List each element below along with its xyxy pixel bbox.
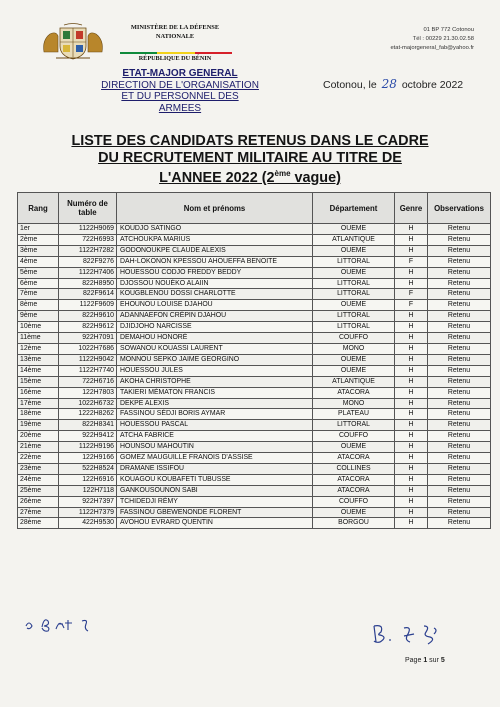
- document-date: [323, 77, 463, 91]
- page-total: 5: [440, 657, 445, 664]
- column-header-departement: Département: [313, 193, 395, 224]
- table-row: [18, 322, 491, 333]
- cell-nom: DAH-LOKONON KPESSOU AHOUEFFA BENOITE: [117, 256, 313, 267]
- cell-rang: 11ème: [18, 333, 59, 344]
- handwritten-initials: [22, 612, 112, 634]
- cell-genre: H: [395, 311, 428, 322]
- cell-numero: 822H9612: [59, 322, 117, 333]
- cell-genre: H: [395, 485, 428, 496]
- cell-observation: Retenu: [428, 245, 491, 256]
- table-row: [18, 518, 491, 529]
- cell-numero: 1022H7686: [59, 343, 117, 354]
- cell-nom: KOUAGOU KOUBAFETI TUBUSSE: [117, 474, 313, 485]
- cell-genre: H: [395, 496, 428, 507]
- cell-rang: 20ème: [18, 431, 59, 442]
- cell-rang: 19ème: [18, 420, 59, 431]
- cell-observation: Retenu: [428, 398, 491, 409]
- cell-observation: Retenu: [428, 474, 491, 485]
- date-day: 28: [381, 77, 397, 91]
- cell-departement: LITTORAL: [313, 256, 395, 267]
- table-row: [18, 234, 491, 245]
- cell-nom: HOUESSOU CODJO FREDDY BEDDY: [117, 267, 313, 278]
- cell-observation: Retenu: [428, 267, 491, 278]
- cell-numero: 1122F9609: [59, 300, 117, 311]
- cell-rang: 22ème: [18, 453, 59, 464]
- cell-numero: 1022H6732: [59, 398, 117, 409]
- republic-name: RÉPUBLIQUE DU BÉNIN: [138, 55, 212, 62]
- cell-nom: ATCHOUKPA MARIUS: [117, 234, 313, 245]
- cell-rang: 25ème: [18, 485, 59, 496]
- cell-nom: GOMEZ MAUGUILLE FRANOIS D'ASSISE: [117, 453, 313, 464]
- cell-departement: OUEME: [313, 300, 395, 311]
- cell-genre: H: [395, 376, 428, 387]
- cell-departement: PLATEAU: [313, 409, 395, 420]
- table-row: [18, 496, 491, 507]
- cell-numero: 822F9276: [59, 256, 117, 267]
- cell-genre: H: [395, 278, 428, 289]
- cell-numero: 722H6993: [59, 234, 117, 245]
- table-row: [18, 409, 491, 420]
- cell-departement: OUEME: [313, 442, 395, 453]
- title-superscript: ème: [274, 169, 291, 178]
- title-year: L'ANNEE 2022 (2: [159, 169, 275, 186]
- cell-nom: EHOUNOU LOUISE DJAHOU: [117, 300, 313, 311]
- cell-rang: 7ème: [18, 289, 59, 300]
- cell-rang: 27ème: [18, 507, 59, 518]
- cell-rang: 24ème: [18, 474, 59, 485]
- cell-nom: KOUGBLENOU DOSSI CHARLOTTE: [117, 289, 313, 300]
- cell-observation: Retenu: [428, 420, 491, 431]
- cell-observation: Retenu: [428, 278, 491, 289]
- cell-nom: DEKPE ALEXIS: [117, 398, 313, 409]
- table-row: [18, 333, 491, 344]
- cell-numero: 1122H7379: [59, 507, 117, 518]
- cell-rang: 3ème: [18, 245, 59, 256]
- table-row: [18, 442, 491, 453]
- cell-genre: H: [395, 507, 428, 518]
- cell-rang: 10ème: [18, 322, 59, 333]
- general-staff-block: [100, 68, 260, 114]
- cell-departement: BORGOU: [313, 518, 395, 529]
- cell-genre: H: [395, 245, 428, 256]
- cell-nom: KOUDJO SATINGO: [117, 224, 313, 235]
- cell-departement: LITTORAL: [313, 420, 395, 431]
- page-separator: sur: [429, 657, 439, 664]
- cell-rang: 6ème: [18, 278, 59, 289]
- cell-observation: Retenu: [428, 234, 491, 245]
- cell-genre: H: [395, 453, 428, 464]
- cell-observation: Retenu: [428, 485, 491, 496]
- cell-rang: 21ème: [18, 442, 59, 453]
- table-row: [18, 387, 491, 398]
- cell-observation: Retenu: [428, 387, 491, 398]
- cell-numero: 1122H9042: [59, 354, 117, 365]
- cell-observation: Retenu: [428, 496, 491, 507]
- table-row: [18, 507, 491, 518]
- cell-rang: 23ème: [18, 463, 59, 474]
- table-row: [18, 376, 491, 387]
- cell-rang: 2ème: [18, 234, 59, 245]
- cell-rang: 1er: [18, 224, 59, 235]
- cell-departement: MONO: [313, 398, 395, 409]
- ministry-line: NATIONALE: [155, 32, 195, 40]
- table-row: [18, 474, 491, 485]
- cell-nom: SOWANOU KOUASSI LAURENT: [117, 343, 313, 354]
- cell-rang: 18ème: [18, 409, 59, 420]
- cell-departement: COLLINES: [313, 463, 395, 474]
- page-current: 1: [423, 657, 428, 664]
- cell-rang: 12ème: [18, 343, 59, 354]
- email-address: etat-majorgeneral_fab@yahoo.fr: [390, 45, 474, 51]
- date-suffix: octobre 2022: [401, 79, 464, 91]
- cell-departement: COUFFO: [313, 333, 395, 344]
- cell-genre: H: [395, 518, 428, 529]
- page-prefix: Page: [405, 657, 422, 664]
- table-header-row: [18, 193, 491, 224]
- table-row: [18, 463, 491, 474]
- cell-nom: DJIDJOHO NARCISSE: [117, 322, 313, 333]
- cell-nom: HOUNSOU MAHOUTIN: [117, 442, 313, 453]
- document-title: [60, 133, 440, 186]
- table-row: [18, 289, 491, 300]
- cell-genre: H: [395, 365, 428, 376]
- staff-line: DIRECTION DE L'ORGANISATION: [101, 79, 259, 91]
- cell-rang: 4ème: [18, 256, 59, 267]
- cell-departement: OUEME: [313, 507, 395, 518]
- postal-address: 01 BP 772 Cotonou: [423, 27, 474, 33]
- cell-genre: H: [395, 474, 428, 485]
- cell-departement: MONO: [313, 343, 395, 354]
- cell-genre: H: [395, 354, 428, 365]
- cell-numero: 1222H8262: [59, 409, 117, 420]
- cell-departement: ATACORA: [313, 387, 395, 398]
- cell-observation: Retenu: [428, 518, 491, 529]
- table-row: [18, 300, 491, 311]
- cell-departement: ATACORA: [313, 485, 395, 496]
- cell-numero: 822H8950: [59, 278, 117, 289]
- cell-numero: 722H6716: [59, 376, 117, 387]
- table-row: [18, 431, 491, 442]
- cell-nom: AKOHA CHRISTOPHE: [117, 376, 313, 387]
- column-header-rang: Rang: [18, 193, 59, 224]
- cell-genre: F: [395, 289, 428, 300]
- table-row: [18, 365, 491, 376]
- cell-departement: OUEME: [313, 267, 395, 278]
- table-row: [18, 311, 491, 322]
- cell-numero: 122H6916: [59, 474, 117, 485]
- cell-nom: HOUESSOU JULES: [117, 365, 313, 376]
- cell-numero: 422H9530: [59, 518, 117, 529]
- table-row: [18, 453, 491, 464]
- cell-observation: Retenu: [428, 453, 491, 464]
- cell-numero: 822H8341: [59, 420, 117, 431]
- cell-genre: H: [395, 463, 428, 474]
- page-indicator: [405, 657, 445, 664]
- cell-observation: Retenu: [428, 409, 491, 420]
- cell-genre: H: [395, 387, 428, 398]
- cell-rang: 26ème: [18, 496, 59, 507]
- cell-rang: 13ème: [18, 354, 59, 365]
- ministry-name: [110, 24, 240, 41]
- title-wave: vague): [290, 169, 341, 186]
- cell-genre: H: [395, 398, 428, 409]
- cell-rang: 15ème: [18, 376, 59, 387]
- cell-observation: Retenu: [428, 322, 491, 333]
- table-row: [18, 354, 491, 365]
- cell-numero: 822H9610: [59, 311, 117, 322]
- cell-numero: 1122H9196: [59, 442, 117, 453]
- cell-genre: H: [395, 442, 428, 453]
- cell-departement: LITTORAL: [313, 278, 395, 289]
- table-row: [18, 224, 491, 235]
- cell-nom: FASSINOU GBEWENONDE FLORENT: [117, 507, 313, 518]
- cell-genre: H: [395, 333, 428, 344]
- cell-rang: 17ème: [18, 398, 59, 409]
- cell-numero: 922H7397: [59, 496, 117, 507]
- cell-genre: F: [395, 300, 428, 311]
- cell-observation: Retenu: [428, 343, 491, 354]
- cell-nom: DRAMANE ISSIFOU: [117, 463, 313, 474]
- column-header-numero: Numéro de table: [59, 193, 117, 224]
- cell-observation: Retenu: [428, 463, 491, 474]
- cell-departement: COUFFO: [313, 431, 395, 442]
- cell-rang: 8ème: [18, 300, 59, 311]
- signature: [368, 620, 448, 650]
- cell-departement: OUEME: [313, 245, 395, 256]
- cell-departement: LITTORAL: [313, 322, 395, 333]
- cell-observation: Retenu: [428, 365, 491, 376]
- date-prefix: Cotonou, le: [323, 79, 377, 91]
- title-line: LISTE DES CANDIDATS RETENUS DANS LE CADRE: [71, 133, 429, 149]
- cell-nom: HOUESSOU PASCAL: [117, 420, 313, 431]
- cell-departement: OUEME: [313, 354, 395, 365]
- staff-line: ETAT-MAJOR GENERAL: [122, 68, 238, 79]
- cell-observation: Retenu: [428, 431, 491, 442]
- table-row: [18, 485, 491, 496]
- table-row: [18, 267, 491, 278]
- cell-numero: 922H7091: [59, 333, 117, 344]
- cell-genre: H: [395, 343, 428, 354]
- cell-observation: Retenu: [428, 300, 491, 311]
- candidates-table: [17, 192, 491, 529]
- cell-observation: Retenu: [428, 333, 491, 344]
- cell-nom: ADANNAEFON CRÉPIN DJAHOU: [117, 311, 313, 322]
- cell-nom: GODONOUKPE CLAUDE ALEXIS: [117, 245, 313, 256]
- cell-departement: LITTORAL: [313, 289, 395, 300]
- cell-departement: ATLANTIQUE: [313, 234, 395, 245]
- cell-numero: 1122H7282: [59, 245, 117, 256]
- cell-rang: 5ème: [18, 267, 59, 278]
- cell-nom: MONNOU SEPKO JAIME GEORGINO: [117, 354, 313, 365]
- cell-nom: TCHIDEDJI RÉMY: [117, 496, 313, 507]
- column-header-observations: Observations: [428, 193, 491, 224]
- table-row: [18, 245, 491, 256]
- cell-numero: 1122H9069: [59, 224, 117, 235]
- cell-observation: Retenu: [428, 224, 491, 235]
- cell-departement: ATACORA: [313, 474, 395, 485]
- cell-observation: Retenu: [428, 507, 491, 518]
- cell-numero: 1122H7406: [59, 267, 117, 278]
- cell-numero: 822F9614: [59, 289, 117, 300]
- cell-rang: 16ème: [18, 387, 59, 398]
- cell-genre: H: [395, 322, 428, 333]
- cell-numero: 522H8524: [59, 463, 117, 474]
- cell-rang: 14ème: [18, 365, 59, 376]
- phone-number: Tél : 00229 21.30.02.58: [412, 36, 474, 42]
- cell-numero: 922H9412: [59, 431, 117, 442]
- cell-departement: ATACORA: [313, 453, 395, 464]
- cell-rang: 28ème: [18, 518, 59, 529]
- cell-nom: AVOHOU EVRARD QUENTIN: [117, 518, 313, 529]
- cell-departement: LITTORAL: [313, 311, 395, 322]
- cell-genre: H: [395, 234, 428, 245]
- cell-numero: 122H7803: [59, 387, 117, 398]
- title-line: [60, 166, 440, 186]
- cell-nom: FASSINOU SÈDJI BORIS AYMAR: [117, 409, 313, 420]
- cell-genre: H: [395, 224, 428, 235]
- cell-genre: F: [395, 256, 428, 267]
- cell-rang: 9ème: [18, 311, 59, 322]
- cell-numero: 1122H7740: [59, 365, 117, 376]
- cell-genre: H: [395, 420, 428, 431]
- cell-observation: Retenu: [428, 256, 491, 267]
- cell-departement: OUEME: [313, 224, 395, 235]
- column-header-nom: Nom et prénoms: [117, 193, 313, 224]
- cell-nom: GANKOUSOUNON SABI: [117, 485, 313, 496]
- flag-stripe: [120, 52, 232, 54]
- cell-observation: Retenu: [428, 354, 491, 365]
- cell-departement: COUFFO: [313, 496, 395, 507]
- contact-block: [390, 26, 474, 53]
- ministry-line: MINISTÈRE DE LA DÉFENSE: [130, 24, 220, 31]
- cell-departement: OUEME: [313, 365, 395, 376]
- cell-nom: TAKIERI MÉMATON FRANCIS: [117, 387, 313, 398]
- cell-genre: H: [395, 267, 428, 278]
- coat-of-arms-icon: [40, 22, 106, 62]
- cell-observation: Retenu: [428, 442, 491, 453]
- table-row: [18, 343, 491, 354]
- cell-observation: Retenu: [428, 376, 491, 387]
- cell-nom: ATCHA FABRICE: [117, 431, 313, 442]
- staff-line: ET DU PERSONNEL DES ARMEES: [121, 91, 239, 114]
- cell-observation: Retenu: [428, 311, 491, 322]
- cell-nom: DJOSSOU NOUÉKO ALAIIN: [117, 278, 313, 289]
- cell-nom: DEMAHOU HONORÉ: [117, 333, 313, 344]
- table-row: [18, 256, 491, 267]
- table-row: [18, 398, 491, 409]
- cell-numero: 122H9166: [59, 453, 117, 464]
- title-line: DU RECRUTEMENT MILITAIRE AU TITRE DE: [98, 149, 402, 166]
- table-row: [18, 278, 491, 289]
- cell-observation: Retenu: [428, 289, 491, 300]
- cell-genre: H: [395, 409, 428, 420]
- cell-genre: H: [395, 431, 428, 442]
- column-header-genre: Genre: [395, 193, 428, 224]
- cell-numero: 122H7118: [59, 485, 117, 496]
- table-row: [18, 420, 491, 431]
- cell-departement: ATLANTIQUE: [313, 376, 395, 387]
